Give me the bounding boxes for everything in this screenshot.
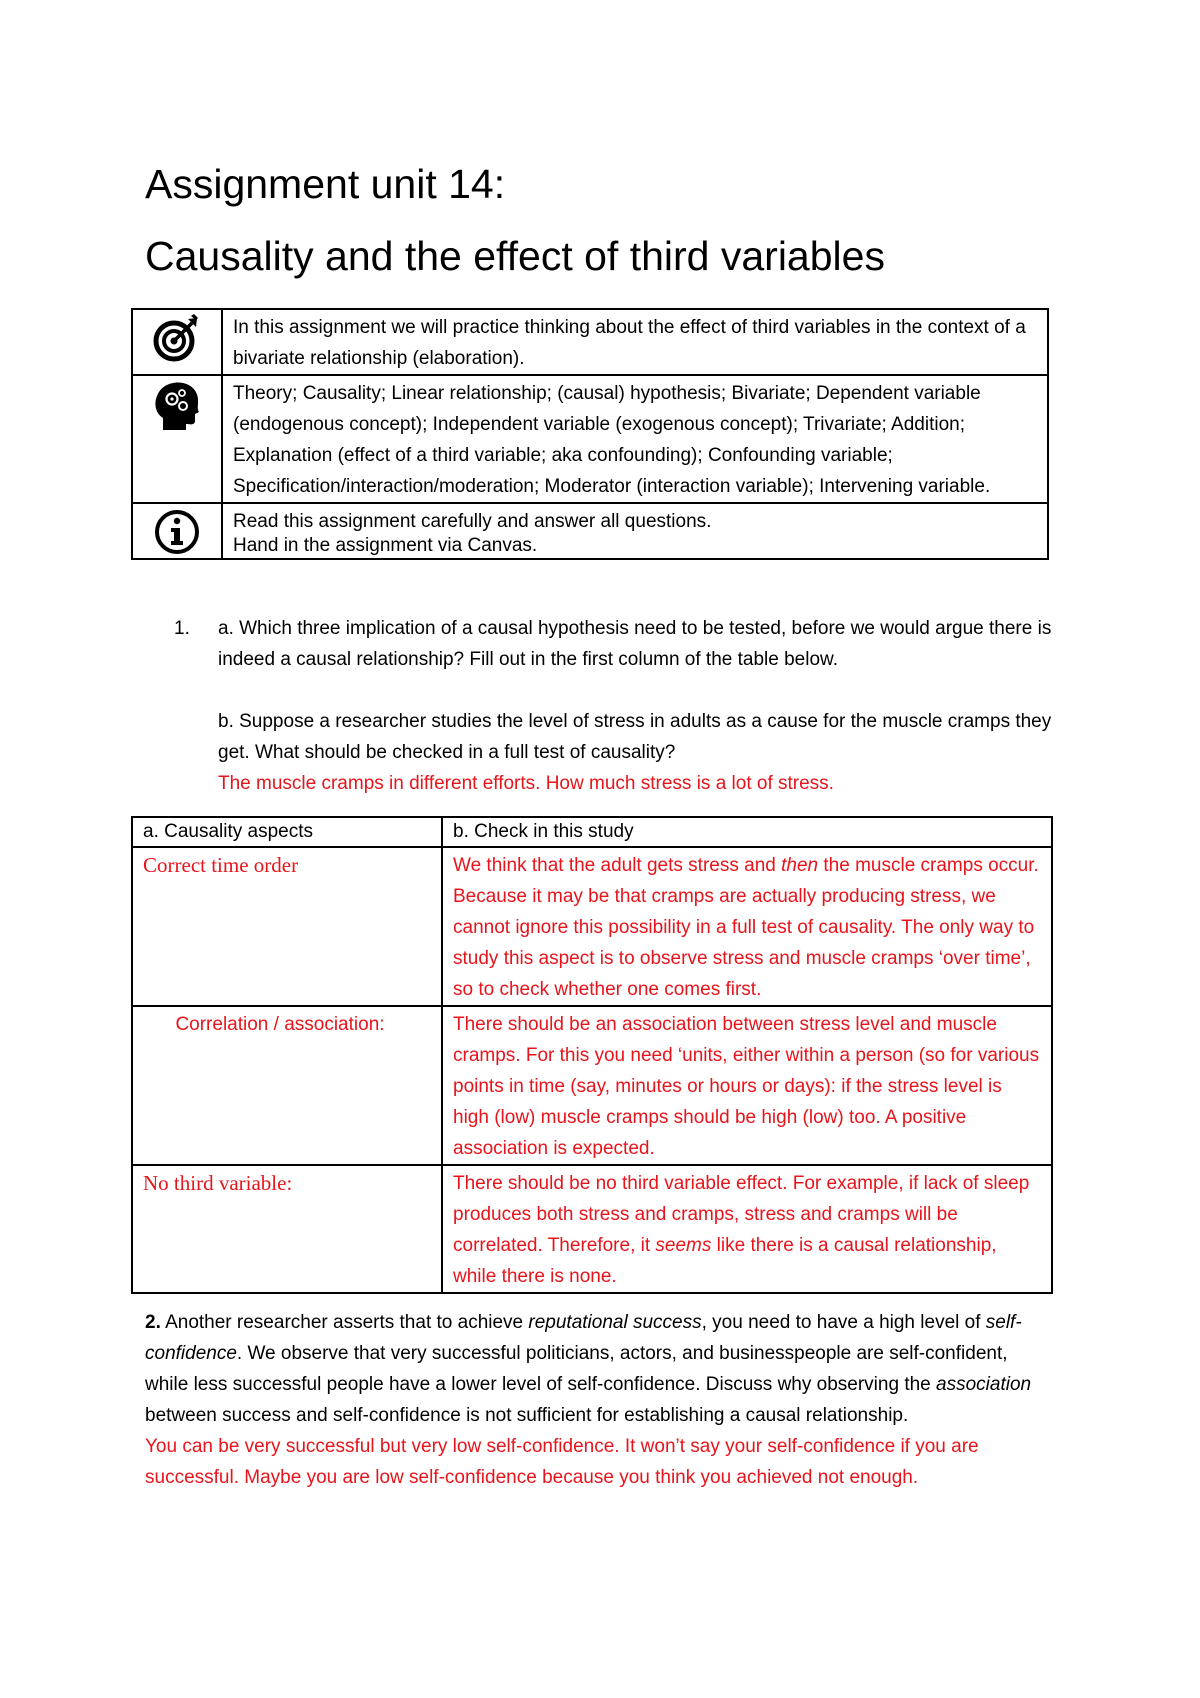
aspect-cell: Correlation / association:: [132, 1006, 442, 1165]
info-icon: [153, 508, 201, 556]
info-row-instructions: [132, 503, 1048, 559]
instruction-line-1: Read this assignment carefully and answer all questions.: [233, 511, 712, 532]
header-check-in-study: b. Check in this study: [442, 817, 1052, 847]
title-line-2: Causality and the effect of third variables: [145, 233, 885, 279]
question-2-text: 2. Another researcher asserts that to achieve reputational success, you need to have a high level of self-confidence. We observe that very successful politicians, actors, and businesspeople are self-confident, while less successful people have a lower level of self-confidence. Discuss why observing the association between success and self-confidence is not sufficient for establishing a causal relationship.: [145, 1312, 1032, 1426]
check-cell: We think that the adult gets stress and then the muscle cramps occur. Because it may be that cramps are actually producing stress, we cannot ignore this possibility in a full test of causality. The only way to study this aspect is to observe stress and muscle cramps ‘over time’, so to check whether one comes first.: [442, 847, 1052, 1006]
causality-table-header: [132, 817, 1052, 847]
header-causality-aspects: a. Causality aspects: [132, 817, 442, 847]
info-row-concepts: [132, 375, 1048, 503]
question-2: [145, 1307, 1045, 1493]
causality-table: [131, 816, 1053, 1294]
instruction-line-2: Hand in the assignment via Canvas.: [233, 535, 538, 556]
question-1: [174, 613, 1054, 799]
table-row: [132, 847, 1052, 1006]
table-row: [132, 1006, 1052, 1165]
check-cell: There should be no third variable effect. For example, if lack of sleep produces both stress and cramps, stress and cramps will be correlated. Therefore, it seems like there is a causal relationship, while there is none.: [442, 1165, 1052, 1293]
question-1b-answer: The muscle cramps in different efforts. How much stress is a lot of stress.: [218, 773, 834, 794]
target-icon: [152, 314, 202, 364]
question-1b-text: b. Suppose a researcher studies the level of stress in adults as a cause for the muscle cramps they get. What should be checked in a full test of causality?: [218, 711, 1052, 763]
question-2-answer: You can be very successful but very low self-confidence. It won’t say your self-confidence if you are successful. Maybe you are low self-confidence because you think you achieved not enough.: [145, 1436, 979, 1488]
question-1-number: 1.: [174, 618, 190, 639]
page-title: [145, 148, 885, 292]
info-row-objective: [132, 309, 1048, 375]
check-cell: There should be an association between stress level and muscle cramps. For this you need ‘units, either within a person (so for various points in time (say, minutes or hours or days): if the stress level is high (low) muscle cramps should be high (low) too. A positive association is expected.: [442, 1006, 1052, 1165]
head-gears-icon: [153, 380, 201, 432]
aspect-cell: Correct time order: [132, 847, 442, 1006]
question-1a-text: a. Which three implication of a causal hypothesis need to be tested, before we would argue there is indeed a causal relationship? Fill out in the first column of the table below.: [218, 618, 1052, 670]
table-row: [132, 1165, 1052, 1293]
concepts-text: Theory; Causality; Linear relationship; (causal) hypothesis; Bivariate; Dependent variable (endogenous concept); Independent variable (exogenous concept); Trivariate; Addition; Explanation (effect of a third variable; aka confounding); Confounding variable; Specification/interaction/moderation; Moderator (interaction variable); Intervening variable.: [222, 375, 1048, 503]
aspect-cell: No third variable:: [132, 1165, 442, 1293]
objective-text: In this assignment we will practice thinking about the effect of third variables in the context of a bivariate relationship (elaboration).: [222, 309, 1048, 375]
title-line-1: Assignment unit 14:: [145, 161, 506, 207]
assignment-info-box: [131, 308, 1049, 560]
